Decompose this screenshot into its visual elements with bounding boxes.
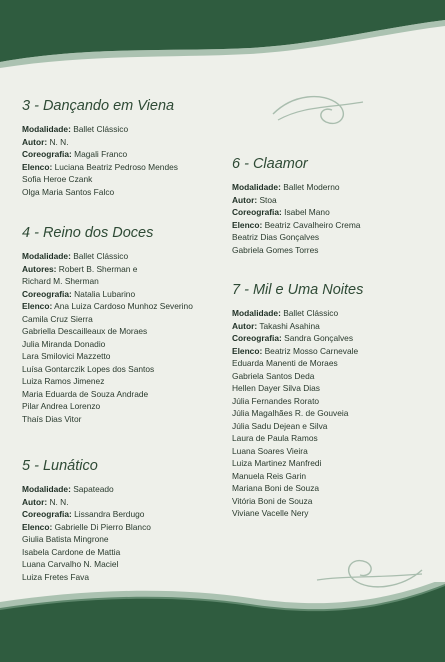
field-elenco: Elenco: Gabrielle Di Pierro Blanco — [22, 521, 151, 532]
piece-7 — [232, 282, 437, 520]
cast-member: Júlia Fernandes Rorato — [232, 395, 320, 406]
field-autor: Autor: Stoa — [232, 194, 277, 205]
field-elenco: Elenco: Ana Luiza Cardoso Munhoz Severino — [22, 301, 193, 311]
cast-member: Sofia Heroe Czank — [22, 174, 93, 184]
field-autores: Autores: Robert B. Sherman e — [22, 263, 138, 274]
field-modalidade: Modalidade: Ballet Clássico — [22, 124, 129, 134]
cast-member: Júlia Sadu Dejean e Silva — [232, 420, 328, 431]
cast-member: Beatriz Dias Gonçalves — [232, 232, 320, 242]
piece-3 — [22, 98, 227, 198]
field-autor: Autor: Takashi Asahina — [232, 320, 320, 331]
field-elenco: Elenco: Luciana Beatriz Pedroso Mendes — [22, 161, 178, 172]
cast-member: Olga Maria Santos Falco — [22, 186, 115, 197]
cast-member: Lara Smilovici Mazzetto — [22, 351, 111, 361]
cast-member: Hellen Dayer Silva Dias — [232, 383, 320, 393]
cast-member: Isabela Cardone de Mattia — [22, 546, 121, 557]
piece-6 — [232, 156, 437, 256]
cast-member: Luísa Gontarczik Lopes dos Santos — [22, 363, 155, 374]
cast-member: Vitória Boni de Souza — [232, 495, 313, 506]
field-coreografia: Coreografia: Natalia Lubarino — [22, 288, 136, 299]
cast-member: Luiza Martinez Manfredi — [232, 458, 322, 468]
cast-member: Gabriella Descailleaux de Moraes — [22, 326, 148, 336]
author-continued: Richard M. Sherman — [22, 276, 99, 286]
cast-member: Gabriela Gomes Torres — [232, 244, 319, 255]
cast-member: Pilar Andrea Lorenzo — [22, 401, 101, 411]
field-autor: Autor: N. N. — [22, 136, 69, 147]
piece-title: 7 - Mil e Uma Noites — [232, 282, 364, 298]
piece-title: 4 - Reino dos Doces — [22, 225, 154, 241]
cast-member: Mariana Boni de Souza — [232, 483, 320, 493]
cast-member: Thaís Dias Vitor — [22, 413, 82, 424]
cast-member: Luiza Ramos Jimenez — [22, 376, 105, 386]
cast-member: Gabriela Santos Deda — [232, 370, 315, 381]
field-coreografia: Coreografia: Isabel Mano — [232, 207, 330, 217]
cast-member: Laura de Paula Ramos — [232, 433, 318, 443]
field-autor: Autor: N. N. — [22, 496, 69, 507]
top-swirl-ornament — [268, 84, 368, 134]
field-coreografia: Coreografia: Magali Franco — [22, 149, 128, 159]
cast-member: Luiza Fretes Fava — [22, 571, 90, 582]
bottom-wave-decoration — [0, 582, 445, 662]
cast-member: Eduarda Manenti de Moraes — [232, 358, 338, 368]
cast-member: Luana Carvalho N. Maciel — [22, 559, 119, 569]
cast-member: Viviane Vacelle Nery — [232, 508, 309, 518]
field-coreografia: Coreografia: Lissandra Berdugo — [22, 509, 145, 519]
piece-4 — [22, 225, 227, 425]
cast-member: Manuela Reis Garin — [232, 470, 307, 481]
cast-member: Júlia Magalhães R. de Gouveia — [232, 408, 349, 418]
piece-title: 5 - Lunático — [22, 458, 98, 474]
piece-5 — [22, 458, 227, 583]
field-modalidade: Modalidade: Ballet Clássico — [232, 308, 339, 318]
field-elenco: Elenco: Beatriz Cavalheiro Crema — [232, 219, 361, 230]
piece-title: 3 - Dançando em Viena — [22, 98, 175, 114]
cast-member: Camila Cruz Sierra — [22, 313, 93, 324]
field-modalidade: Modalidade: Sapateado — [22, 484, 114, 494]
field-modalidade: Modalidade: Ballet Moderno — [232, 182, 340, 192]
cast-member: Julia Miranda Donadio — [22, 338, 106, 349]
top-wave-decoration — [0, 0, 445, 72]
cast-member: Luana Soares Vieira — [232, 445, 308, 456]
piece-title: 6 - Claamor — [232, 156, 308, 172]
field-coreografia: Coreografia: Sandra Gonçalves — [232, 333, 354, 343]
cast-member: Giulia Batista Mingrone — [22, 534, 109, 544]
cast-member: Maria Eduarda de Souza Andrade — [22, 388, 149, 399]
field-modalidade: Modalidade: Ballet Clássico — [22, 251, 129, 261]
field-elenco: Elenco: Beatriz Mosso Carnevale — [232, 345, 359, 356]
